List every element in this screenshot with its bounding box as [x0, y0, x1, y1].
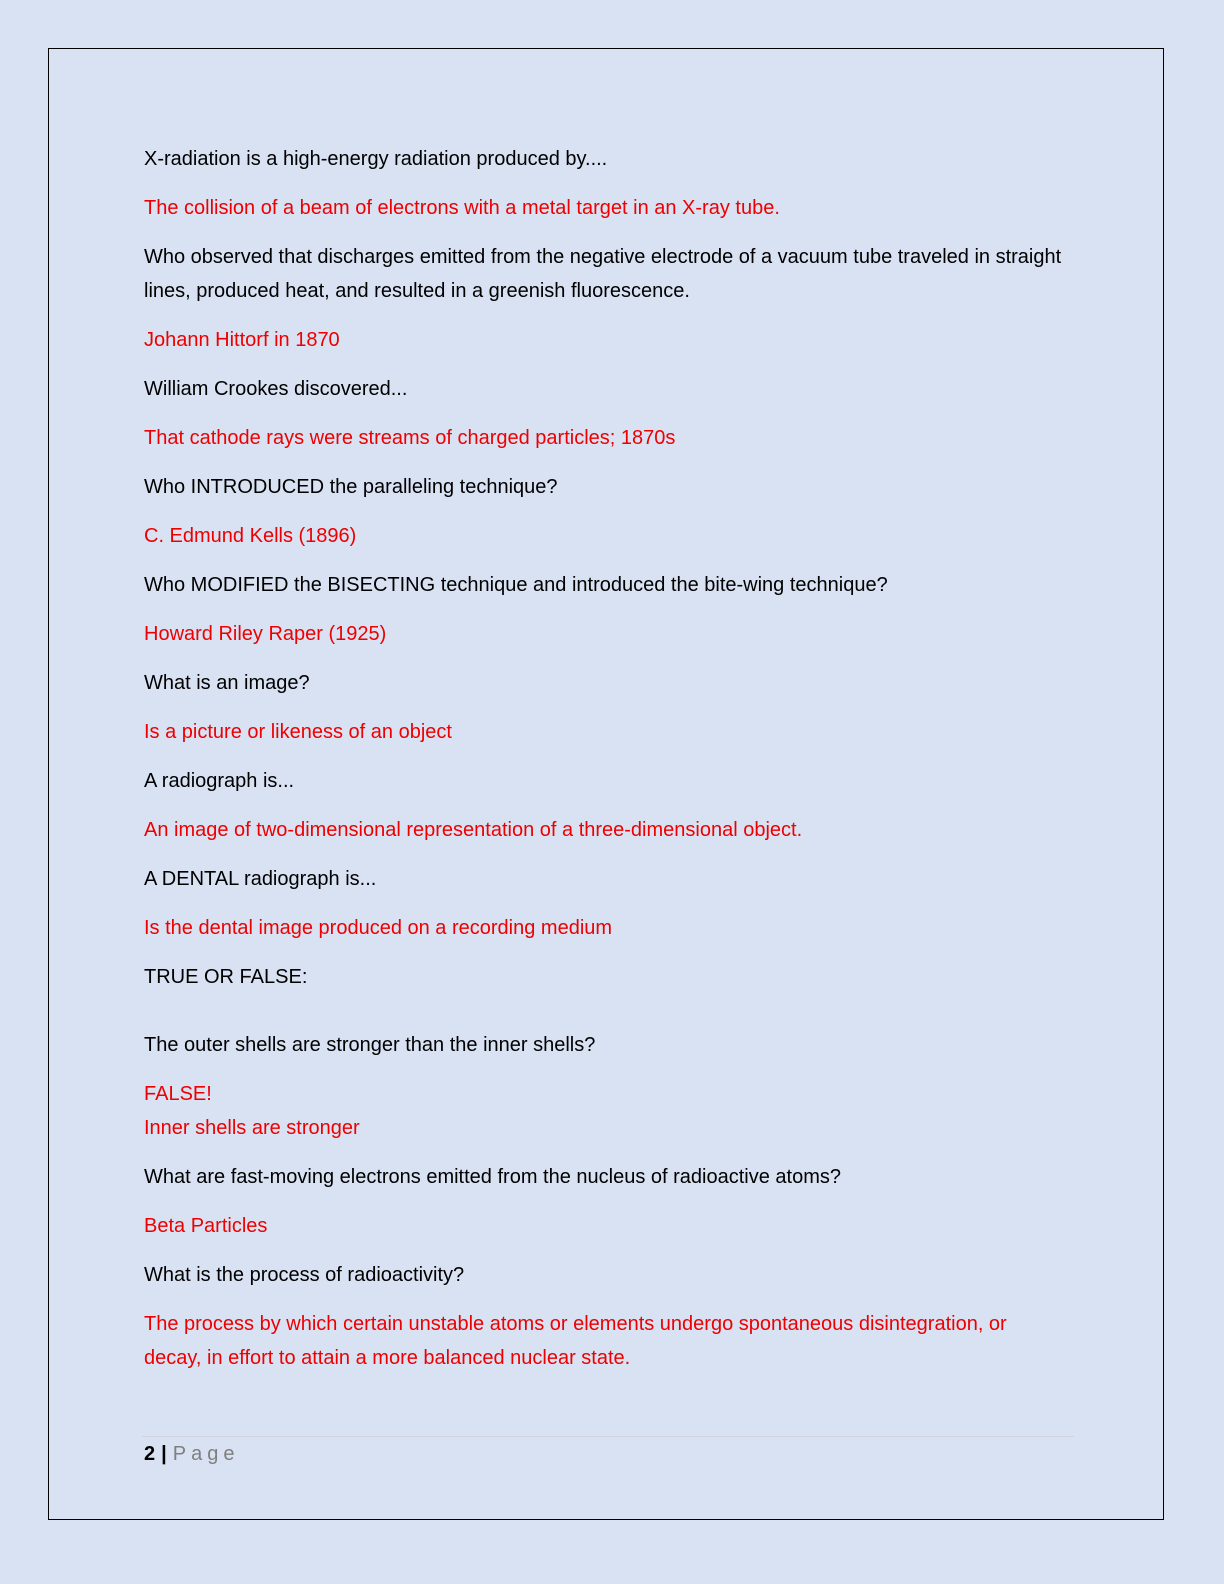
section-heading: TRUE OR FALSE:: [144, 966, 308, 988]
question-text: William Crookes discovered...: [144, 378, 408, 400]
answer-text: Beta Particles: [144, 1215, 268, 1237]
question-text: What is an image?: [144, 672, 310, 694]
answer-text: FALSE!: [144, 1083, 212, 1105]
page-label: Page: [172, 1443, 240, 1465]
answer-text: Is the dental image produced on a recording medium: [144, 917, 613, 939]
question-text: What are fast-moving electrons emitted from the nucleus of radioactive atoms?: [144, 1166, 841, 1188]
answer-text: C. Edmund Kells (1896): [144, 525, 357, 547]
question-text: X-radiation is a high-energy radiation produced by....: [144, 148, 608, 170]
answer-text: An image of two-dimensional representation of a three-dimensional object.: [144, 819, 803, 841]
question-text: A radiograph is...: [144, 770, 295, 792]
page-number: 2: [144, 1443, 156, 1465]
answer-text: Johann Hittorf in 1870: [144, 329, 340, 351]
question-text: What is the process of radioactivity?: [144, 1264, 465, 1286]
page-footer: [144, 1440, 239, 1468]
answer-text: The collision of a beam of electrons with a metal target in an X-ray tube.: [144, 197, 780, 219]
answer-text: Inner shells are stronger: [144, 1117, 360, 1139]
answer-text: The process by which certain unstable atoms or elements undergo spontaneous disintegration, or decay, in effort to attain a more balanced nuclear state.: [144, 1313, 1007, 1369]
answer-text: That cathode rays were streams of charged particles; 1870s: [144, 427, 676, 449]
answer-text: Is a picture or likeness of an object: [144, 721, 452, 743]
question-text: Who MODIFIED the BISECTING technique and introduced the bite-wing technique?: [144, 574, 888, 596]
question-text: Who observed that discharges emitted from the negative electrode of a vacuum tube traveled in straight lines, produced heat, and resulted in a greenish fluorescence.: [144, 246, 1062, 302]
answer-text: Howard Riley Raper (1925): [144, 623, 387, 645]
question-text: Who INTRODUCED the paralleling technique?: [144, 476, 558, 498]
document-body: [144, 142, 1064, 1390]
footer-divider: [142, 1436, 1074, 1437]
question-text: A DENTAL radiograph is...: [144, 868, 377, 890]
question-text: The outer shells are stronger than the inner shells?: [144, 1034, 596, 1056]
footer-separator: |: [161, 1443, 167, 1465]
